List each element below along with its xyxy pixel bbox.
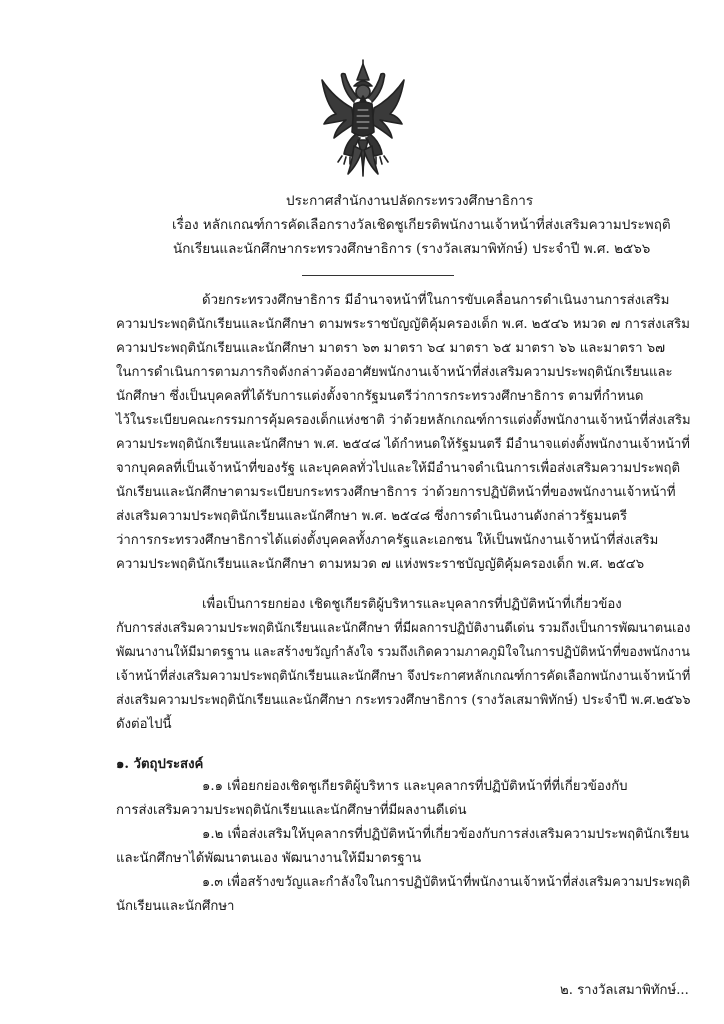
section-heading: ๑. วัตถุประสงค์ — [116, 757, 204, 772]
objective-item: ๑.๑ เพื่อยกย่องเชิดชูเกียรติผู้บริหาร และบุคลากรที่ปฏิบัติหน้าที่ที่เกี่ยวข้องกับ — [202, 779, 628, 794]
objective-item: นักเรียนและนักศึกษา — [116, 899, 235, 914]
para2-line: ส่งเสริมความประพฤตินักเรียนและนักศึกษา กระทรวงศึกษาธิการ (รางวัลเสมาพิทักษ์) ประจำปี พ.ศ.๒๕๖๖ — [116, 693, 691, 708]
next-page-reference: ๒. รางวัลเสมาพิทักษ์... — [560, 983, 689, 998]
para1-line: ไว้ในระเบียบคณะกรรมการคุ้มครองเด็กแห่งชาติ ว่าด้วยหลักเกณฑ์การแต่งตั้งพนักงานเจ้าหน้าที่ส่งเสริม — [116, 413, 691, 428]
para1-line: ความประพฤตินักเรียนและนักศึกษา ตามหมวด ๗ แห่งพระราชบัญญัติคุ้มครองเด็ก พ.ศ. ๒๕๔๖ — [116, 557, 645, 572]
para1-line: ในการดำเนินการตามภารกิจดังกล่าวต้องอาศัยพนักงานเจ้าหน้าที่ส่งเสริมความประพฤตินักเรียนและ — [116, 365, 673, 380]
para2-line: กับการส่งเสริมความประพฤตินักเรียนและนักศึกษา ที่มีผลการปฏิบัติงานดีเด่น รวมถึงเป็นการพัฒนาตนเอง — [116, 621, 691, 636]
para1-line: ความประพฤตินักเรียนและนักศึกษา พ.ศ. ๒๕๔๘ ได้กำหนดให้รัฐมนตรี มีอำนาจแต่งตั้งพนักงานเจ้าหน้าที่ — [116, 437, 690, 452]
para1-line: ความประพฤตินักเรียนและนักศึกษา ตามพระราชบัญญัติคุ้มครองเด็ก พ.ศ. ๒๕๔๖ หมวด ๗ การส่งเสริม — [116, 317, 690, 332]
objective-item: การส่งเสริมความประพฤตินักเรียนและนักศึกษาที่มีผลงานดีเด่น — [116, 803, 467, 818]
para1-line: ว่าการกระทรวงศึกษาธิการได้แต่งตั้งบุคคลทั้งภาครัฐและเอกชน ให้เป็นพนักงานเจ้าหน้าที่ส่งเสริม — [116, 533, 659, 548]
objective-item: ๑.๓ เพื่อสร้างขวัญและกำลังใจในการปฏิบัติหน้าที่พนักงานเจ้าหน้าที่ส่งเสริมความประพฤติ — [202, 875, 691, 890]
objective-item: และนักศึกษาได้พัฒนาตนเอง พัฒนางานให้มีมาตรฐาน — [116, 851, 422, 866]
para1-line: ด้วยกระทรวงศึกษาธิการ มีอำนาจหน้าที่ในการขับเคลื่อนการดำเนินงานการส่งเสริม — [202, 293, 670, 308]
para2-line: ดังต่อไปนี้ — [116, 717, 172, 732]
header-divider — [302, 275, 454, 276]
para2-line: เจ้าหน้าที่ส่งเสริมความประพฤตินักเรียนและนักศึกษา จึงประกาศหลักเกณฑ์การคัดเลือกพนักงานเจ้าหน้าที่ — [116, 669, 691, 684]
para1-line: ความประพฤตินักเรียนและนักศึกษา มาตรา ๖๓ มาตรา ๖๔ มาตรา ๖๕ มาตรา ๖๖ และมาตรา ๖๗ — [116, 341, 666, 356]
announcement-subject-line-2: นักเรียนและนักศึกษากระทรวงศึกษาธิการ (รางวัลเสมาพิทักษ์) ประจำปี พ.ศ. ๒๕๖๖ — [173, 241, 651, 257]
objective-item: ๑.๒ เพื่อส่งเสริมให้บุคลากรที่ปฏิบัติหน้าที่เกี่ยวข้องกับการส่งเสริมความประพฤตินักเรียน — [202, 827, 690, 842]
para2-line: เพื่อเป็นการยกย่อง เชิดชูเกียรติผู้บริหารและบุคลากรที่ปฏิบัติหน้าที่เกี่ยวข้อง — [202, 597, 622, 612]
garuda-emblem-icon — [318, 58, 408, 180]
para1-line: ส่งเสริมความประพฤตินักเรียนและนักศึกษา พ.ศ. ๒๕๔๘ ซึ่งการดำเนินงานดังกล่าวรัฐมนตรี — [116, 509, 628, 524]
para1-line: จากบุคคลที่เป็นเจ้าหน้าที่ของรัฐ และบุคคลทั่วไปและให้มีอำนาจดำเนินการเพื่อส่งเสริมความประพฤติ — [116, 461, 681, 476]
para1-line: นักเรียนและนักศึกษาตามระเบียบกระทรวงศึกษาธิการ ว่าด้วยการปฏิบัติหน้าที่ของพนักงานเจ้าหน้าที่ — [116, 485, 676, 500]
para2-line: พัฒนางานให้มีมาตรฐาน และสร้างขวัญกำลังใจ รวมถึงเกิดความภาคภูมิใจในการปฏิบัติหน้าที่ของพนักงาน — [116, 645, 690, 660]
announcement-org: ประกาศสำนักงานปลัดกระทรวงศึกษาธิการ — [286, 193, 534, 209]
announcement-subject-line-1: เรื่อง หลักเกณฑ์การคัดเลือกรางวัลเชิดชูเกียรติพนักงานเจ้าหน้าที่ส่งเสริมความประพฤติ — [172, 217, 671, 233]
para1-line: นักศึกษา ซึ่งเป็นบุคคลที่ได้รับการแต่งตั้งจากรัฐมนตรีว่าการกระทรวงศึกษาธิการ ตามที่กำหนด — [116, 389, 644, 404]
